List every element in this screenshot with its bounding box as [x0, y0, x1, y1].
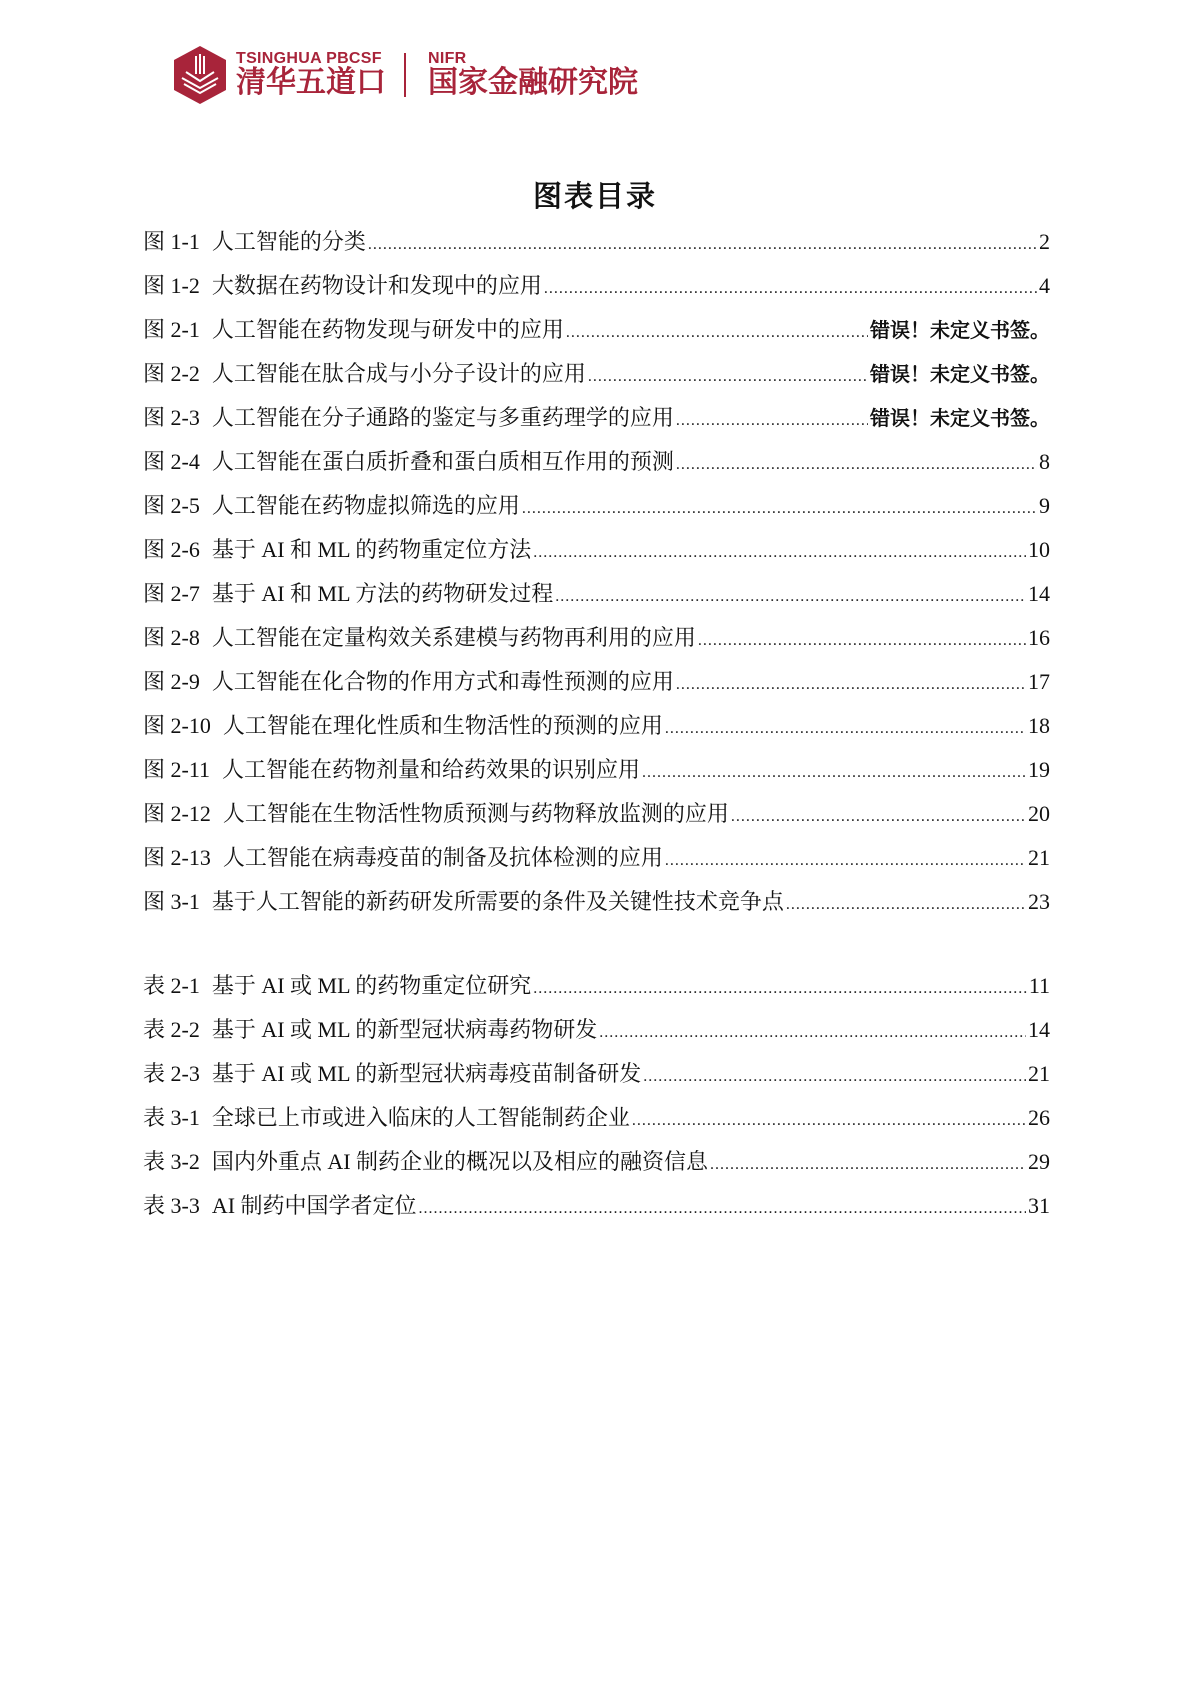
entry-number: 表 3-2: [143, 1149, 200, 1174]
toc-entry[interactable]: [143, 885, 1050, 929]
entry-title: 人工智能在生物活性物质预测与药物释放监测的应用: [222, 801, 729, 826]
entry-page: 19: [1028, 757, 1050, 782]
entry-number: 图 2-11: [143, 757, 211, 782]
entry-page: 29: [1028, 1149, 1050, 1174]
entry-title: 人工智能在药物虚拟筛选的应用: [211, 493, 520, 518]
entry-page: 26: [1028, 1105, 1050, 1130]
entry-label: [143, 753, 640, 784]
entry-page: 21: [1028, 1061, 1050, 1086]
dot-leader: [368, 236, 1037, 254]
entry-title: 基于 AI 或 ML 的新型冠状病毒药物研发: [211, 1017, 598, 1042]
entry-label: [143, 665, 674, 696]
entry-number: 表 2-1: [143, 973, 200, 998]
entry-title: 人工智能的分类: [211, 229, 366, 254]
entry-number: 图 2-10: [143, 713, 211, 738]
toc-entry[interactable]: [143, 533, 1050, 577]
entry-page: 18: [1028, 713, 1050, 738]
toc-entry[interactable]: [143, 577, 1050, 621]
entry-page: 14: [1028, 581, 1050, 606]
entry-label: [143, 885, 784, 916]
tsinghua-logo-icon: [172, 44, 228, 106]
dot-leader: [731, 808, 1026, 826]
entry-number: 图 2-3: [143, 405, 200, 430]
entry-title: 人工智能在药物发现与研发中的应用: [211, 317, 564, 342]
entry-page: 4: [1039, 273, 1050, 298]
toc-entry[interactable]: [143, 665, 1050, 709]
entry-number: 表 3-3: [143, 1193, 200, 1218]
toc-entry[interactable]: [143, 1013, 1050, 1057]
entry-title: 人工智能在蛋白质折叠和蛋白质相互作用的预测: [211, 449, 674, 474]
entry-number: 图 2-7: [143, 581, 200, 606]
entry-label: [143, 357, 586, 388]
entry-title: 基于 AI 或 ML 的新型冠状病毒疫苗制备研发: [211, 1061, 642, 1086]
entry-number: 表 2-3: [143, 1061, 200, 1086]
entry-page: 23: [1028, 889, 1050, 914]
header-logo: [172, 44, 638, 106]
entry-label: [143, 1145, 708, 1176]
toc-entry[interactable]: [143, 1145, 1050, 1189]
dot-leader: [533, 544, 1026, 562]
dot-leader: [419, 1200, 1026, 1218]
toc-entry[interactable]: [143, 753, 1050, 797]
entry-title: 国内外重点 AI 制药企业的概况以及相应的融资信息: [211, 1149, 709, 1174]
entry-title: 基于 AI 和 ML 方法的药物研发过程: [211, 581, 554, 606]
toc-entry[interactable]: [143, 841, 1050, 885]
dot-leader: [642, 764, 1026, 782]
entry-number: 图 3-1: [143, 889, 200, 914]
dot-leader: [544, 280, 1037, 298]
entry-title: 人工智能在病毒疫苗的制备及抗体检测的应用: [222, 845, 663, 870]
org-en-text: NIFR: [428, 50, 467, 67]
entry-page: 20: [1028, 801, 1050, 826]
entry-label: [143, 225, 366, 256]
entry-title: 基于 AI 或 ML 的药物重定位研究: [211, 973, 532, 998]
entry-page: 11: [1028, 973, 1050, 998]
toc-entry[interactable]: [143, 225, 1050, 269]
entry-page: 14: [1028, 1017, 1050, 1042]
dot-leader: [676, 412, 868, 430]
toc-entry[interactable]: [143, 489, 1050, 533]
entry-page: 9: [1039, 493, 1050, 518]
entry-page: 错误！未定义书签。: [870, 406, 1050, 430]
entry-label: [143, 313, 564, 344]
entry-label: [143, 489, 520, 520]
entry-label: [143, 401, 674, 432]
toc-entry[interactable]: [143, 969, 1050, 1013]
entry-label: [143, 1101, 630, 1132]
entry-number: 表 3-1: [143, 1105, 200, 1130]
entry-number: 图 2-9: [143, 669, 200, 694]
entry-title: 人工智能在定量构效关系建模与药物再利用的应用: [211, 625, 696, 650]
entry-number: 图 2-8: [143, 625, 200, 650]
toc-entry[interactable]: [143, 401, 1050, 445]
toc-entry[interactable]: [143, 1189, 1050, 1233]
entry-title: 人工智能在药物剂量和给药效果的识别应用: [222, 757, 641, 782]
entry-title: 人工智能在理化性质和生物活性的预测的应用: [222, 713, 663, 738]
dot-leader: [710, 1156, 1026, 1174]
dot-leader: [588, 368, 868, 386]
toc-entry[interactable]: [143, 797, 1050, 841]
entry-page: 8: [1039, 449, 1050, 474]
org-cn-text: 国家金融研究院: [428, 66, 638, 99]
entry-label: [143, 969, 531, 1000]
figure-list: [143, 225, 1050, 929]
entry-page: 16: [1028, 625, 1050, 650]
entry-label: [143, 621, 696, 652]
entry-page: 17: [1028, 669, 1050, 694]
page-title: 图表目录: [532, 179, 657, 213]
entry-title: AI 制药中国学者定位: [211, 1193, 417, 1218]
toc-entry[interactable]: [143, 313, 1050, 357]
toc-entry[interactable]: [143, 1101, 1050, 1145]
entry-page: 错误！未定义书签。: [870, 362, 1050, 386]
entry-label: [143, 577, 553, 608]
entry-label: [143, 445, 674, 476]
toc-entry[interactable]: [143, 1057, 1050, 1101]
entry-number: 图 1-2: [143, 273, 200, 298]
dot-leader: [676, 456, 1037, 474]
entry-number: 图 2-13: [143, 845, 211, 870]
dot-leader: [566, 324, 868, 342]
entry-title: 人工智能在肽合成与小分子设计的应用: [211, 361, 586, 386]
dot-leader: [676, 676, 1026, 694]
entry-title: 全球已上市或进入临床的人工智能制药企业: [211, 1105, 630, 1130]
entry-number: 图 2-6: [143, 537, 200, 562]
entry-number: 图 2-4: [143, 449, 200, 474]
entry-title: 基于人工智能的新药研发所需要的条件及关键性技术竞争点: [211, 889, 784, 914]
dot-leader: [555, 588, 1026, 606]
dot-leader: [522, 500, 1037, 518]
logo-en-text: TSINGHUA PBCSF: [236, 50, 382, 67]
toc-entry[interactable]: [143, 709, 1050, 753]
entry-number: 图 2-2: [143, 361, 200, 386]
dot-leader: [599, 1024, 1026, 1042]
entry-page: 错误！未定义书签。: [870, 318, 1050, 342]
entry-page: 2: [1039, 229, 1050, 254]
dot-leader: [643, 1068, 1026, 1086]
entry-label: [143, 1189, 417, 1220]
entry-label: [143, 841, 663, 872]
logo-cn-text: 清华五道口: [236, 66, 386, 99]
entry-page: 10: [1028, 537, 1050, 562]
entry-title: 人工智能在分子通路的鉴定与多重药理学的应用: [211, 405, 674, 430]
entry-title: 基于 AI 和 ML 的药物重定位方法: [211, 537, 532, 562]
dot-leader: [665, 852, 1026, 870]
entry-label: [143, 1057, 641, 1088]
toc-entry[interactable]: [143, 621, 1050, 665]
toc-entry[interactable]: [143, 357, 1050, 401]
entry-label: [143, 269, 542, 300]
entry-label: [143, 797, 729, 828]
entry-number: 图 2-12: [143, 801, 211, 826]
toc-entry[interactable]: [143, 445, 1050, 489]
logo-divider: [404, 53, 406, 97]
entry-label: [143, 709, 663, 740]
dot-leader: [698, 632, 1026, 650]
entry-number: 表 2-2: [143, 1017, 200, 1042]
entry-label: [143, 1013, 597, 1044]
dot-leader: [632, 1112, 1026, 1130]
entry-label: [143, 533, 531, 564]
dot-leader: [533, 980, 1027, 998]
entry-number: 图 2-1: [143, 317, 200, 342]
entry-title: 人工智能在化合物的作用方式和毒性预测的应用: [211, 669, 674, 694]
entry-number: 图 1-1: [143, 229, 200, 254]
table-list: [143, 969, 1050, 1233]
toc-entry[interactable]: [143, 269, 1050, 313]
entry-page: 21: [1028, 845, 1050, 870]
dot-leader: [665, 720, 1026, 738]
entry-title: 大数据在药物设计和发现中的应用: [211, 273, 542, 298]
entry-page: 31: [1028, 1193, 1050, 1218]
entry-number: 图 2-5: [143, 493, 200, 518]
dot-leader: [786, 896, 1026, 914]
